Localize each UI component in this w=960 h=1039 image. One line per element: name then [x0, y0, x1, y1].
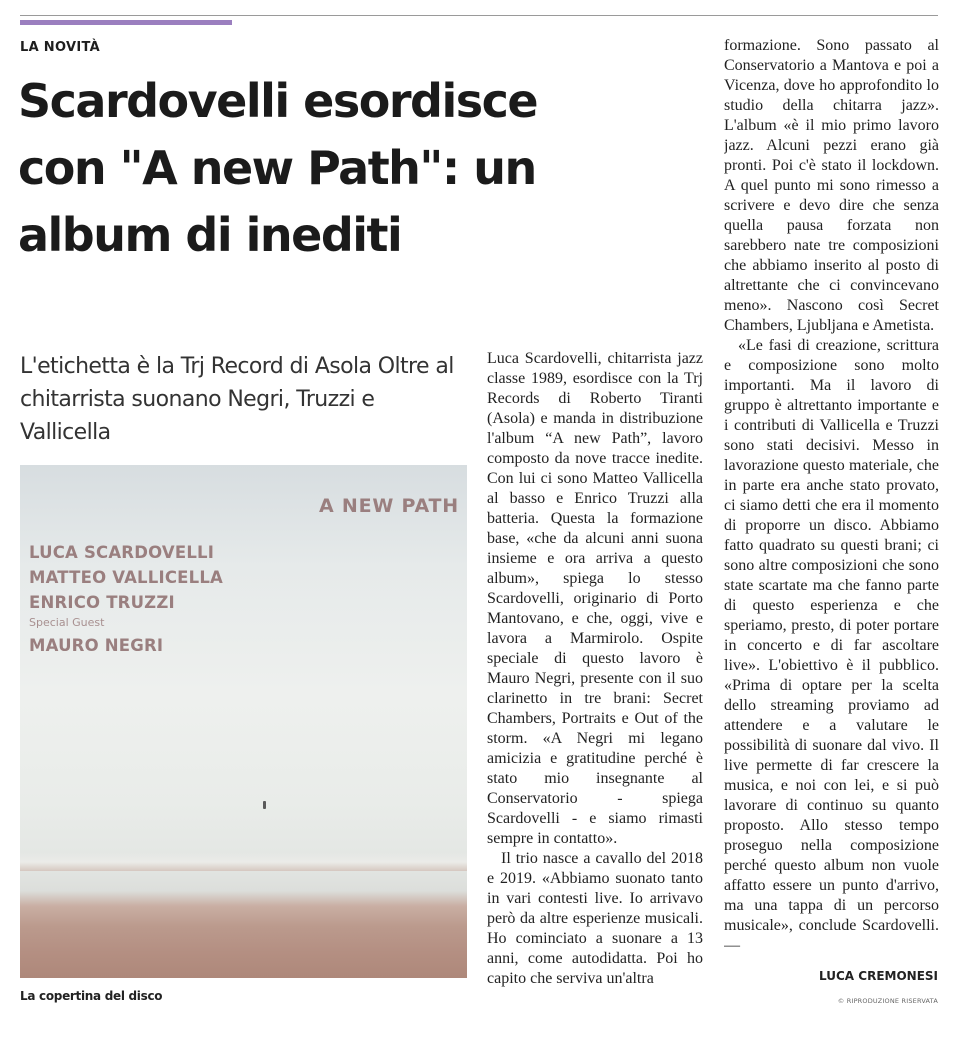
- top-rule: [20, 15, 938, 16]
- cover-special-guest-label: Special Guest: [29, 616, 105, 629]
- body-paragraph: formazione. Sono passato al Conservatorio a Mantova e poi a Vicenza, dove ho approfondito lo studio della chitarra jazz». L'album «è il mio primo lavoro jazz. Alcuni pezzi erano già pronti. Poi c'è stato il lockdown. A quel punto mi sono rimesso a scrivere e devo dire che senza quella pausa forzata non sarebbero nate tre composizioni che abbiamo inserito al posto di altrettante che ci convincevano meno». Nascono così Secret Chambers, Ljubljana e Ametista.: [724, 37, 939, 334]
- cover-credits: [29, 540, 223, 658]
- cover-person-figure: [263, 801, 266, 809]
- section-accent-bar: [20, 20, 232, 25]
- author-byline: LUCA CREMONESI: [819, 969, 938, 983]
- cover-shoreline: [20, 853, 467, 871]
- body-paragraph: Luca Scardovelli, chitarrista jazz classe 1989, esordisce con la Trj Records di Roberto Tiranti (Asola) e manda in distribuzione l'album “A new Path”, lavoro composto da nove tracce inedite. Con lui ci sono Matteo Vallicella al basso e Enrico Truzzi alla batteria. Questa la formazione base, «che da alcuni anni suona insieme e ora arriva a questo album», spiega lo stesso Scardovelli, originario di Porto Mantovano, e che, oggi, vive e lavora a Marmirolo. Ospite speciale di questo lavoro è Mauro Negri, presente con il suo clarinetto in tre brani: Secret Chambers, Portraits e Out of the storm. «A Negri mi legano amicizia e gratitudine perché è stato mio insegnante al Conservatorio - spiega Scardovelli - e siamo rimasti sempre in contatto».: [487, 350, 703, 847]
- headline: Scardovelli esordisce con "A new Path": un album di inediti: [18, 74, 538, 262]
- cover-name-vallicella: MATTEO VALLICELLA: [29, 568, 224, 587]
- copyright-notice: © RIPRODUZIONE RISERVATA: [837, 997, 938, 1005]
- cover-name-negri: MAURO NEGRI: [29, 636, 164, 655]
- body-paragraph: Il trio nasce a cavallo del 2018 e 2019. «Abbiamo suonato tanto in vari contesti live. Io arrivavo però da altre esperienze musicali. Ho cominciato a suonare a 13 anni, come autodidatta. Poi ho capito che serviva un'altra: [487, 850, 703, 987]
- kicker: LA NOVITÀ: [20, 40, 100, 55]
- image-caption: La copertina del disco: [20, 989, 163, 1003]
- cover-title: A NEW PATH: [318, 495, 459, 517]
- cover-name-scardovelli: LUCA SCARDOVELLI: [29, 543, 215, 562]
- subheadline: L'etichetta è la Trj Record di Asola Oltre al chitarrista suonano Negri, Truzzi e Vallicella: [20, 354, 454, 445]
- body-column-2: [724, 36, 939, 972]
- body-column-1: [487, 349, 703, 1007]
- body-paragraph: «Le fasi di creazione, scrittura e composizione sono molto importanti. Ma il lavoro di gruppo è altrettanto importante e i contributi di Vallicella e Truzzi sono stati decisivi. Messo in lavorazione questo materiale, che in parte era anche stato provato, ci siamo detti che era il momento di proporre un disco. Abbiamo fatto quadrato su questi brani; ci sono altre composizioni che sono state scartate ma che fanno parte di questo esperienza e che speriamo, presto, di poter portare in concerto e di far ascoltare live». L'obiettivo è il pubblico. «Prima di optare per la scelta dello streaming proviamo ad attendere e a valutare le possibilità di suonare dal vivo. Il live permette di far crescere la musica, e noi con lei, e si può lavorare di continuo su quanto proposto. Allo stesso tempo proseguo nella composizione perché questo album non vuole affatto essere un punto d'arrivo, ma una tappa di un percorso musicale», conclude Scardovelli. —: [724, 337, 939, 954]
- cover-name-truzzi: ENRICO TRUZZI: [29, 593, 175, 612]
- album-cover-image: [20, 465, 467, 978]
